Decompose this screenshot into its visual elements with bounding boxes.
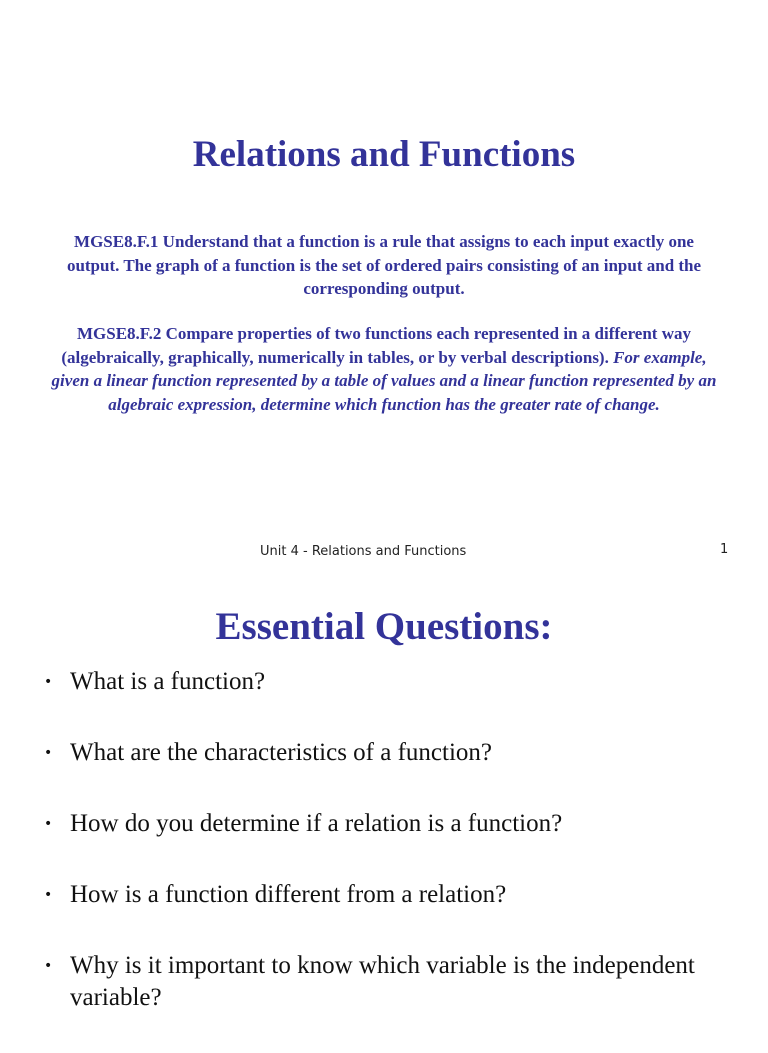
bullet-icon: • — [44, 816, 53, 832]
slide-2 — [0, 580, 768, 1024]
bullet-icon: • — [44, 887, 53, 903]
list-item — [0, 737, 768, 769]
question-text: How is a function different from a relation? — [70, 881, 507, 908]
page-number: 1 — [720, 542, 729, 557]
bullet-icon: • — [44, 958, 53, 974]
questions-list — [0, 666, 768, 1053]
question-text: What is a function? — [70, 668, 266, 695]
standard-mgse8-f2-example: For example, given a linear function represented by a table of values and a linear function represented by an algebraic expression, determine which function has the greater rate of change. — [51, 347, 717, 414]
slide-title: Relations and Functions — [192, 134, 576, 175]
bullet-icon: • — [44, 674, 53, 690]
standard-mgse8-f1: MGSE8.F.1 Understand that a function is a rule that assigns to each input exactly one output. The graph of a function is the set of ordered pairs consisting of an input and the corresponding output. — [66, 232, 702, 298]
essential-questions-title: Essential Questions: — [215, 605, 553, 648]
slide-footer: Unit 4 - Relations and Functions — [260, 544, 467, 559]
list-item — [0, 666, 768, 698]
standard-mgse8-f2-lead: MGSE8.F.2 Compare properties of two functions each represented in a different way (algebraically, graphically, numerically in tables, or by verbal descriptions). — [61, 324, 691, 367]
question-text: What are the characteristics of a function? — [70, 739, 492, 766]
question-text: How do you determine if a relation is a function? — [70, 810, 563, 837]
list-item — [0, 808, 768, 840]
bullet-icon: • — [44, 745, 53, 761]
standard-mgse8-f2 — [50, 322, 718, 416]
list-item — [0, 950, 768, 1014]
question-text: Why is it important to know which variable is the independent variable? — [70, 952, 695, 1011]
list-item — [0, 879, 768, 911]
